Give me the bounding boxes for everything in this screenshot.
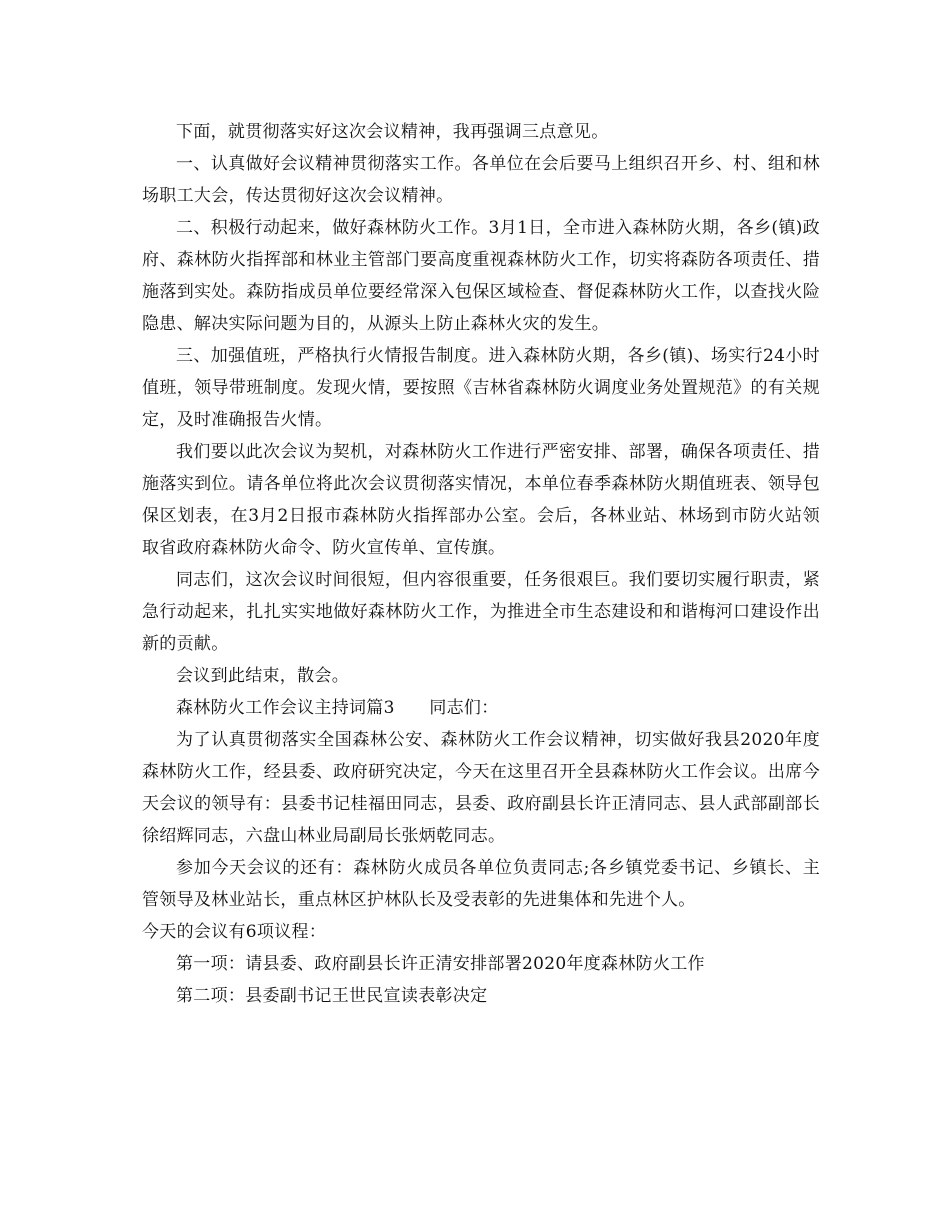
paragraph-comrades: 同志们，这次会议时间很短，但内容很重要，任务很艰巨。我们要切实履行职责，紧急行动起来，扎扎实实地做好森林防火工作，为推进全市生态建设和和谐梅河口建设作出新的贡献。 — [142, 570, 820, 654]
paragraph-agenda-intro: 今天的会议有6项议程： — [142, 922, 327, 942]
paragraph-point-two: 二、积极行动起来，做好森林防火工作。3月1日，全市进入森林防火期，各乡(镇)政府、森林防火指挥部和林业主管部门要高度重视森林防火工作，切实将森防各项责任、措施落到实处。森防指成员单位要经常深入包保区域检查、督促森林防火工作，以查找火险隐患、解决实际问题为目的，从源头上防止森林火灾的发生。 — [142, 218, 820, 334]
paragraph-agenda-item-1: 第一项：请县委、政府副县长许正清安排部署2020年度森林防火工作 — [176, 954, 705, 974]
paragraph-opportunity: 我们要以此次会议为契机，对森林防火工作进行严密安排、部署，确保各项责任、措施落实到位。请各单位将此次会议贯彻落实情况，本单位春季森林防火期值班表、领导包保区划表，在3月2日报市森林防火指挥部办公室。会后，各林业站、林场到市防火站领取省政府森林防火命令、防火宣传单、宣传旗。 — [142, 442, 820, 558]
paragraph-point-three: 三、加强值班，严格执行火情报告制度。进入森林防火期，各乡(镇)、场实行24小时值班，领导带班制度。发现火情，要按照《吉林省森林防火调度业务处置规范》的有关规定，及时准确报告火情。 — [142, 346, 820, 430]
paragraph-closing: 会议到此结束，散会。 — [176, 666, 349, 686]
paragraph-intro: 下面，就贯彻落实好这次会议精神，我再强调三点意见。 — [176, 122, 609, 142]
paragraph-meeting-purpose: 为了认真贯彻落实全国森林公安、森林防火工作会议精神，切实做好我县2020年度森林防火工作，经县委、政府研究决定，今天在这里召开全县森林防火工作会议。出席今天会议的领导有：县委书记桂福田同志，县委、政府副县长许正清同志、县人武部副部长徐绍辉同志，六盘山林业局副局长张炳乾同志。 — [142, 730, 820, 846]
paragraph-point-one: 一、认真做好会议精神贯彻落实工作。各单位在会后要马上组织召开乡、村、组和林场职工大会，传达贯彻好这次会议精神。 — [142, 154, 820, 206]
paragraph-section-heading: 森林防火工作会议主持词篇3 同志们： — [176, 698, 499, 718]
paragraph-agenda-item-2: 第二项：县委副书记王世民宣读表彰决定 — [176, 986, 488, 1006]
paragraph-attendees: 参加今天会议的还有：森林防火成员各单位负责同志;各乡镇党委书记、乡镇长、主管领导及林业站长，重点林区护林队长及受表彰的先进集体和先进个人。 — [142, 858, 820, 910]
